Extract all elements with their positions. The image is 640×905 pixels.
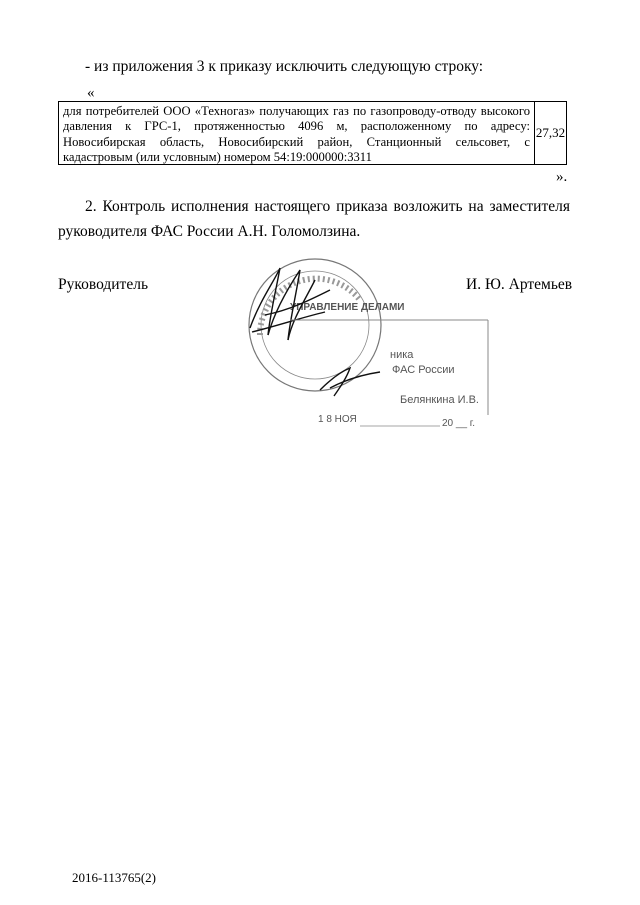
intro-line: - из приложения 3 к приказу исключить следующую строку: — [85, 58, 484, 75]
handwritten-signature — [250, 268, 380, 396]
document-code: 2016-113765(2) — [72, 870, 157, 885]
paragraph-2: 2. Контроль исполнения настоящего приказа возложить на заместителя руководителя ФАС России А.Н. Голомолзина. — [58, 198, 570, 240]
stamp-line-2: ФАС России — [392, 364, 455, 376]
table-cell-description: для потребителей ООО «Техногаз» получающих газ по газопроводу-отводу высокого давления к ГРС-1, протяженностью 4096 м, расположенному по адресу: Новосибирская область, Новосибирский район, Станционный сельсовет, с кадастровым (или условным) номером 54:19:000000:3311 — [59, 102, 535, 164]
date-stamp: 1 8 НОЯ — [318, 414, 357, 425]
stamp-line-3: Белянкина И.В. — [400, 394, 479, 406]
seal-text: УПРАВЛЕНИЕ ДЕЛАМИ — [290, 302, 405, 313]
signatory-name: И. Ю. Артемьев — [466, 276, 573, 293]
quote-open-mark: « — [87, 85, 95, 101]
stamp-line-1: ника — [390, 349, 414, 361]
quote-close-mark: ». — [556, 169, 568, 185]
excluded-row-table — [58, 101, 567, 165]
date-line: 20 __ г. — [442, 418, 476, 429]
signatory-role: Руководитель — [58, 276, 149, 293]
signature-and-stamp — [230, 240, 500, 440]
table-cell-value: 27,32 — [535, 125, 566, 140]
